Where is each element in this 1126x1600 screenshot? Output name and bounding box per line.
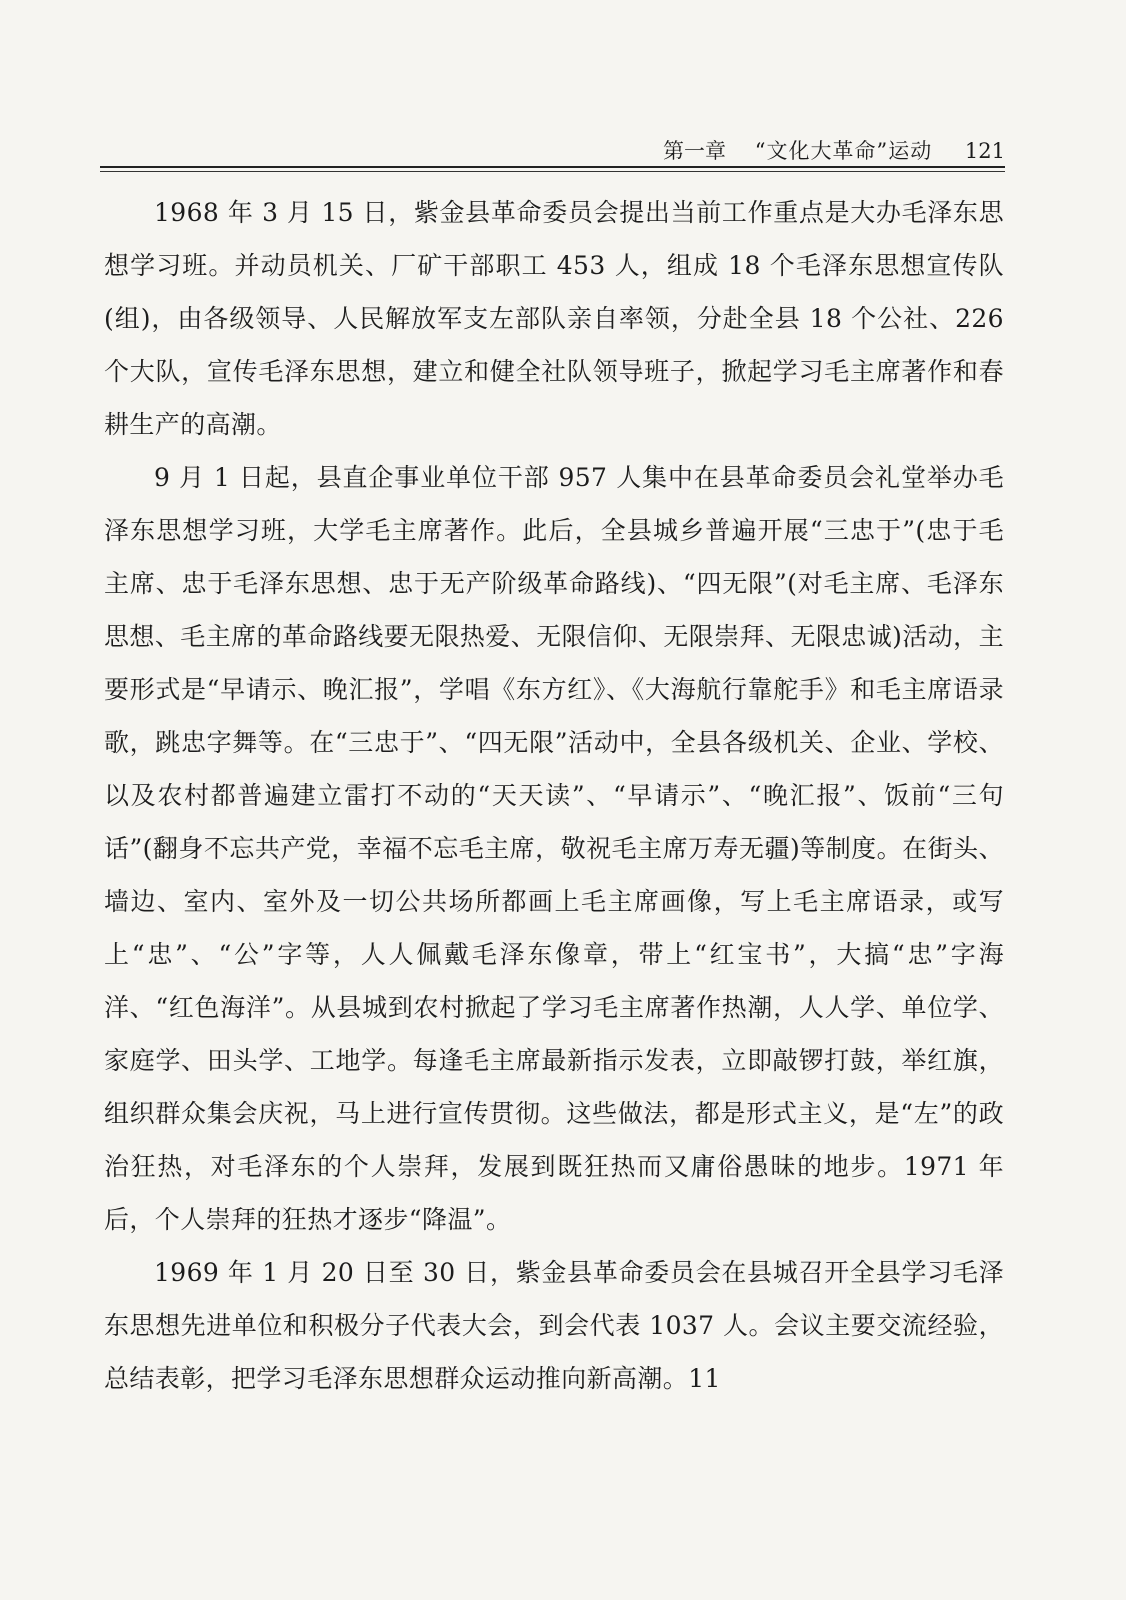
page-number: 121 (964, 139, 1005, 163)
paragraph-1969-january: 1969 年 1 月 20 日至 30 日，紫金县革命委员会在县城召开全县学习毛泽东思想先进单位和积极分子代表大会，到会代表 1037 人。会议主要交流经验，总结表彰，把学习毛泽东思想群众运动推向新高潮。11 (104, 1258, 1004, 1393)
paragraph-1968-march: 1968 年 3 月 15 日，紫金县革命委员会提出当前工作重点是大办毛泽东思想学习班。并动员机关、厂矿干部职工 453 人，组成 18 个毛泽东思想宣传队(组)，由各级领导、人民解放军支左部队亲自率领，分赴全县 18 个公社、226 个大队，宣传毛泽东思想，建立和健全社队领导班子，掀起学习毛主席著作和春耕生产的高潮。 (104, 198, 1004, 439)
paragraph-september: 9 月 1 日起，县直企事业单位干部 957 人集中在县革命委员会礼堂举办毛泽东思想学习班，大学毛主席著作。此后，全县城乡普遍开展“三忠于”(忠于毛主席、忠于毛泽东思想、忠于无产阶级革命路线)、“四无限”(对毛主席、毛泽东思想、毛主席的革命路线要无限热爱、无限信仰、无限崇拜、无限忠诚)活动，主要形式是“早请示、晚汇报”，学唱《东方红》、《大海航行靠舵手》和毛主席语录歌，跳忠字舞等。在“三忠于”、“四无限”活动中，全县各级机关、企业、学校、以及农村都普遍建立雷打不动的“天天读”、“早请示”、“晚汇报”、饭前“三句话”(翻身不忘共产党，幸福不忘毛主席，敬祝毛主席万寿无疆)等制度。在街头、墙边、室内、室外及一切公共场所都画上毛主席画像，写上毛主席语录，或写上“忠”、“公”字等，人人佩戴毛泽东像章，带上“红宝书”，大搞“忠”字海洋、“红色海洋”。从县城到农村掀起了学习毛主席著作热潮，人人学、单位学、家庭学、田头学、工地学。每逢毛主席最新指示发表，立即敲锣打鼓，举红旗，组织群众集会庆祝，马上进行宣传贯彻。这些做法，都是形式主义，是“左”的政治狂热，对毛泽东的个人崇拜，发展到既狂热而又庸俗愚昧的地步。1971 年后，个人崇拜的狂热才逐步“降温”。 (104, 463, 1004, 1234)
chapter-title: “文化大革命”运动 (754, 139, 933, 163)
running-header (100, 136, 1005, 166)
header-rule-thick (100, 166, 1005, 168)
chapter-label: 第一章 (663, 139, 727, 163)
header-rule-thin (100, 171, 1005, 172)
body-text (104, 186, 1004, 1405)
